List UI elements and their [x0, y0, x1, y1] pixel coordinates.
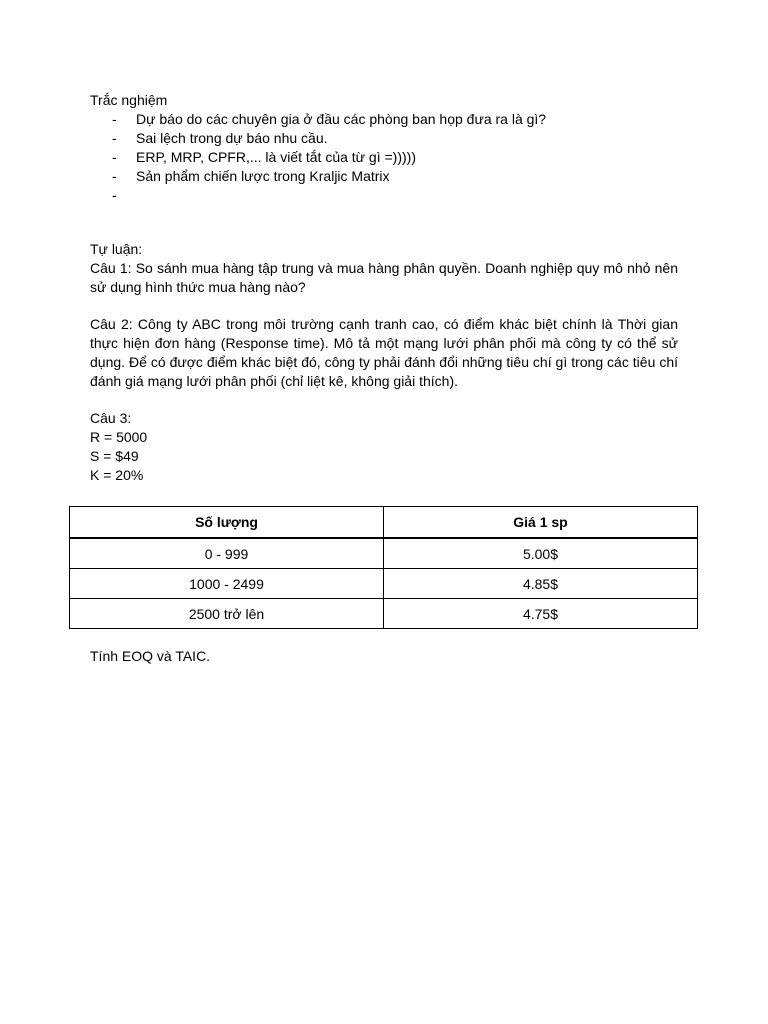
- question-3-variables: [90, 428, 678, 485]
- list-item-text: Dự báo do các chuyên gia ở đầu các phòng ban họp đưa ra là gì?: [136, 111, 547, 127]
- list-item: [90, 167, 678, 186]
- price-table: [69, 506, 698, 629]
- list-item: [90, 148, 678, 167]
- variable-k: K = 20%: [90, 467, 144, 483]
- task-instruction: Tính EOQ và TAIC.: [90, 648, 211, 664]
- document-body: [90, 91, 678, 485]
- multiple-choice-title: Trắc nghiệm: [90, 92, 168, 108]
- list-dash: -: [112, 168, 117, 184]
- cell-quantity: 1000 - 2499: [70, 569, 384, 599]
- question-3-title: Câu 3:: [90, 410, 132, 426]
- essay-title: Tự luận:: [90, 241, 143, 257]
- variable-s: S = $49: [90, 448, 139, 464]
- table-row: [70, 599, 698, 629]
- price-table-wrapper: [69, 506, 698, 629]
- question-2: Câu 2: Công ty ABC trong môi trường cạnh tranh cao, có điểm khác biệt chính là Thời gian thực hiện đơn hàng (Response time). Mô tả một mạng lưới phân phối mà công ty có thể sử dụng. Để có được điểm khác biệt đó, công ty phải đánh đổi những tiêu chí gì trong các tiêu chí đánh giá mạng lưới phân phối (chỉ liệt kê, không giải thích).: [90, 316, 678, 389]
- cell-price: 4.75$: [384, 599, 698, 629]
- header-quantity: Số lượng: [70, 507, 384, 539]
- list-item-text: Sai lệch trong dự báo nhu cầu.: [136, 130, 328, 146]
- list-dash: -: [112, 130, 117, 146]
- list-dash: -: [112, 149, 117, 165]
- list-item: [90, 110, 678, 129]
- multiple-choice-list: [90, 110, 678, 205]
- cell-price: 5.00$: [384, 538, 698, 569]
- table-header-row: [70, 507, 698, 539]
- list-dash: -: [112, 111, 117, 127]
- list-item-text: Sản phẩm chiến lược trong Kraljic Matrix: [136, 168, 390, 184]
- list-dash: -: [112, 187, 117, 203]
- table-row: [70, 569, 698, 599]
- question-1: Câu 1: So sánh mua hàng tập trung và mua hàng phân quyền. Doanh nghiệp quy mô nhỏ nên sử dụng hình thức mua hàng nào?: [90, 260, 678, 295]
- header-unit-price: Giá 1 sp: [384, 507, 698, 539]
- list-item-text: ERP, MRP, CPFR,... là viết tắt của từ gì =))))): [136, 149, 416, 165]
- cell-quantity: 0 - 999: [70, 538, 384, 569]
- list-item: [90, 186, 678, 205]
- cell-price: 4.85$: [384, 569, 698, 599]
- table-row: [70, 538, 698, 569]
- list-item: [90, 129, 678, 148]
- cell-quantity: 2500 trở lên: [70, 599, 384, 629]
- variable-r: R = 5000: [90, 429, 148, 445]
